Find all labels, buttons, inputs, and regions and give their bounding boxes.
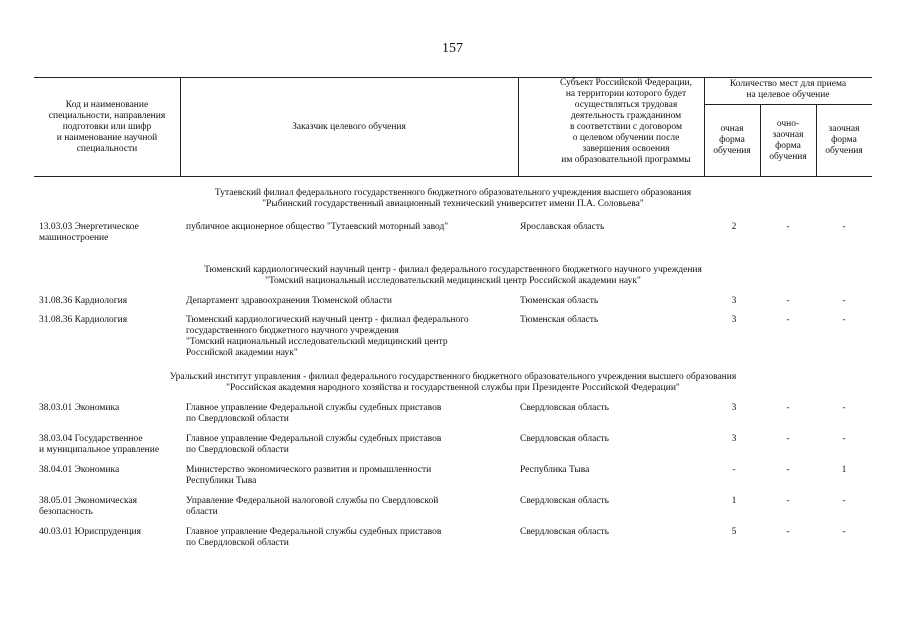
row-correspondence: - xyxy=(842,403,846,413)
row-mixed: - xyxy=(786,527,790,537)
row-mixed: - xyxy=(786,465,790,475)
header-count-title: Количество мест для приема на целевое обучение xyxy=(704,78,872,105)
row-correspondence: - xyxy=(842,527,846,537)
row-subject: Свердловская область xyxy=(520,434,610,444)
row-subject: Свердловская область xyxy=(520,403,610,413)
row-code: 38.05.01 Экономическая безопасность xyxy=(39,496,138,517)
row-subject: Ярославская область xyxy=(520,222,605,232)
row-correspondence: - xyxy=(842,222,846,232)
header-full-time: очная форма обучения xyxy=(713,124,751,156)
row-code: 40.03.01 Юриспруденция xyxy=(39,527,141,537)
row-correspondence: - xyxy=(842,496,846,506)
row-full-time: 3 xyxy=(731,296,737,306)
row-customer: Управление Федеральной налоговой службы по Свердловской области xyxy=(186,496,439,517)
row-correspondence: - xyxy=(842,434,846,444)
row-customer: Департамент здравоохранения Тюменской области xyxy=(186,296,392,306)
row-full-time: 5 xyxy=(731,527,737,537)
row-subject: Свердловская область xyxy=(520,527,610,537)
page-number: 157 xyxy=(442,41,463,56)
row-correspondence: - xyxy=(842,296,846,306)
row-subject: Тюменская область xyxy=(520,296,599,306)
row-mixed: - xyxy=(786,496,790,506)
group-title: Тюменский кардиологический научный центр - филиал федерального государственного бюджетного научного учреждения "Томский национальный исследовательский медицинский центр Российской академии наук" xyxy=(204,265,702,286)
row-full-time: 3 xyxy=(731,434,737,444)
row-code: 31.08.36 Кардиология xyxy=(39,296,128,306)
row-full-time: 3 xyxy=(731,315,737,325)
row-correspondence: - xyxy=(842,315,846,325)
row-subject: Тюменская область xyxy=(520,315,599,325)
row-customer: Тюменский кардиологический научный центр - филиал федерального государственного бюджетного научного учреждения "Томский национальный исследовательский медицинский центр Российской академии наук" xyxy=(186,315,469,358)
row-code: 38.03.04 Государственное и муниципальное управление xyxy=(39,434,160,455)
row-customer: публичное акционерное общество "Тутаевский моторный завод" xyxy=(186,222,449,232)
row-mixed: - xyxy=(786,434,790,444)
row-code: 38.04.01 Экономика xyxy=(39,465,120,475)
row-customer: Министерство экономического развития и промышленности Республики Тыва xyxy=(186,465,432,486)
header-code: Код и наименование специальности, направления подготовки или шифр и наименование научной специальности xyxy=(48,99,166,154)
table-header xyxy=(34,77,872,177)
row-code: 31.08.36 Кардиология xyxy=(39,315,128,325)
header-mixed: очно- заочная форма обучения xyxy=(769,118,807,162)
row-mixed: - xyxy=(786,403,790,413)
row-full-time: 3 xyxy=(731,403,737,413)
row-mixed: - xyxy=(786,222,790,232)
row-customer: Главное управление Федеральной службы судебных приставов по Свердловской области xyxy=(186,403,442,424)
row-full-time: - xyxy=(732,465,736,475)
header-correspondence: заочная форма обучения xyxy=(825,124,863,156)
row-customer: Главное управление Федеральной службы судебных приставов по Свердловской области xyxy=(186,434,442,455)
row-full-time: 1 xyxy=(731,496,737,506)
group-title: Уральский институт управления - филиал федерального государственного бюджетного образовательного учреждения высшего образования "Российская академия народного хозяйства и государственной службы при Президенте Российской Федерации" xyxy=(169,372,737,393)
header-subject: Субъект Российской Федерации, на территории которого будет осуществляться трудовая деятельность гражданином в соответствии с договором о целевом обучении после завершения освоения им образовательной программы xyxy=(560,78,692,165)
row-customer: Главное управление Федеральной службы судебных приставов по Свердловской области xyxy=(186,527,442,548)
row-subject: Республика Тыва xyxy=(520,465,590,475)
group-title: Тутаевский филиал федерального государственного бюджетного образовательного учреждения высшего образования "Рыбинский государственный авиационный технический университет имени П.А. Соловьева" xyxy=(214,188,692,209)
row-code: 38.03.01 Экономика xyxy=(39,403,120,413)
row-code: 13.03.03 Энергетическое машиностроение xyxy=(39,222,139,243)
row-full-time: 2 xyxy=(731,222,737,232)
row-correspondence: 1 xyxy=(841,465,847,475)
header-customer: Заказчик целевого обучения xyxy=(292,121,406,132)
row-subject: Свердловская область xyxy=(520,496,610,506)
row-mixed: - xyxy=(786,296,790,306)
row-mixed: - xyxy=(786,315,790,325)
